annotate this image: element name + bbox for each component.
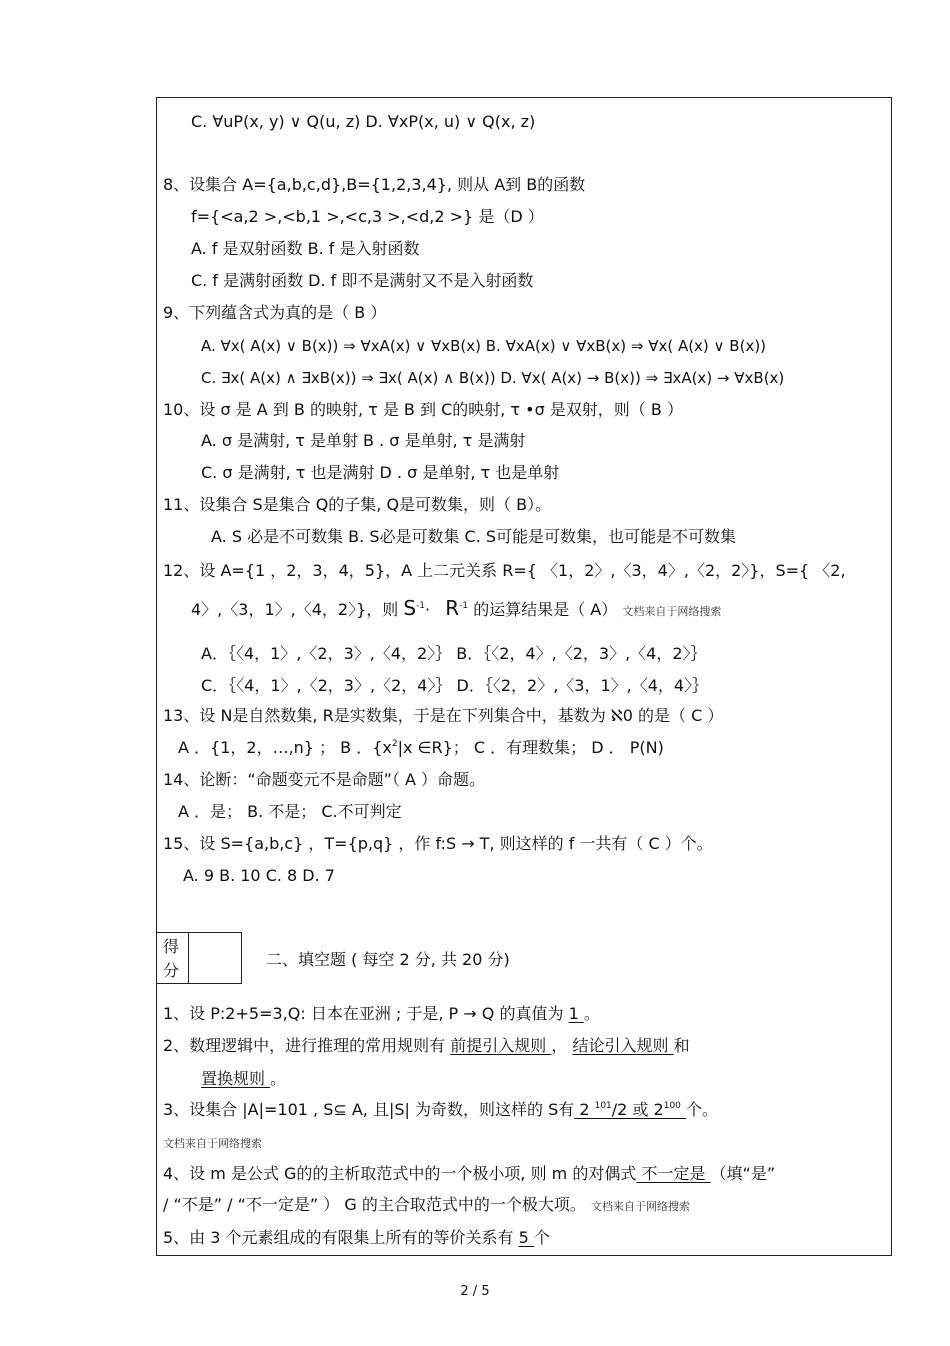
q12-s-symbol: S [403,596,417,620]
q8-stem: 8、设集合 A={a,b,c,d},B={1,2,3,4}, 则从 A到 B的函数 [163,175,586,194]
q15-stem: 15、设 S={a,b,c} ，T={p,q} ，作 f:S → T, 则这样的 f 一共有（ C ）个。 [163,834,713,853]
q8-options-ab: A. f 是双射函数 B. f 是入射函数 [191,239,420,258]
score-label-2: 分 [163,961,180,980]
page-number: 2 / 5 [460,1284,490,1299]
fill-3-answer: 2 $^{101}$/2 或 $2^{100}$ [574,1100,681,1119]
q11-stem: 11、设集合 S是集合 Q的子集, Q是可数集，则（ B）。 [163,495,552,514]
q10-options-cd: C. σ 是满射, τ 也是满射 D . σ 是单射, τ 也是单射 [201,463,560,482]
q10-stem: 10、设 σ 是 A 到 B 的映射, τ 是 B 到 C的映射, τ •σ 是双射，则（ B ） [163,400,683,419]
fill-2-cont: 置换规则 。 [201,1069,287,1088]
fill-2-answer-1: 前提引入规则 [450,1036,552,1055]
score-label-1: 得 [163,937,180,956]
q12-s-inverse: -1 [416,601,426,611]
fill-1: 1、设 P:2+5=3,Q: 日本在亚洲 ; 于是, P → Q 的真值为 1 。 [163,1004,600,1023]
q15-options: A. 9 B. 10 C. 8 D. 7 [183,866,335,885]
fill-2-answer-2: 结论引入规则 [572,1036,674,1055]
q7-options-cd: C. ∀uP(x, y) ∨ Q(u, z) D. ∀xP(x, u) ∨ Q(x, z) [191,112,536,131]
q12-r-inverse: -1 [459,601,469,611]
q9-options-cd: C. ∃x( A(x) ∧ ∃xB(x)) ⇒ ∃x( A(x) ∧ B(x)) D. ∀x( A(x) → B(x)) ⇒ ∃xA(x) → ∀xB(x) [201,369,785,387]
q8-function: f={<a,2 >,<b,1 >,<c,3 >,<d,2 >} 是（D ） [191,207,544,226]
q12-options-ab: A．｛〈4，1〉,〈2，3〉,〈4，2〉｝ B．｛〈2，4〉,〈2，3〉,〈4，2〉｝ [201,644,707,663]
q14-options: A ．是； B. 不是； C.不可判定 [178,802,402,821]
source-note: 文档来自于网络搜索 [590,1200,690,1213]
q13-options: A ．{1，2，…,n} ； B ．{$x^2|x$ ∈R}； C ．有理数集； D ． P(N) [178,738,664,757]
section-2-heading: 二、填空题 ( 每空 2 分, 共 20 分) [266,950,510,969]
fill-4-answer: 不一定是 [636,1164,711,1183]
fill-5-answer: 5 [518,1228,534,1247]
q12-question: 的运算结果是（ A） [473,600,618,619]
q10-options-ab: A. σ 是满射, τ 是单射 B . σ 是单射, τ 是满射 [201,431,526,450]
q12-relation-text: 4〉,〈3，1〉,〈4，2〉}，则 [191,600,399,619]
fill-1-answer: 1 [568,1004,584,1023]
q12-compose-dot: · [425,600,431,619]
q8-options-cd: C. f 是满射函数 D. f 即不是满射又不是入射函数 [191,271,534,290]
q9-options-ab: A. ∀x( A(x) ∨ B(x)) ⇒ ∀xA(x) ∨ ∀xB(x) B. ∀xA(x) ∨ ∀xB(x) ⇒ ∀x( A(x) ∨ B(x)) [201,337,767,355]
fill-2-answer-3: 置换规则 [201,1069,271,1088]
q11-options: A. S 必是不可数集 B. S必是可数集 C. S可能是可数集，也可能是不可数集 [211,527,737,546]
q12-stem: 12、设 A={1 ，2，3，4，5}，A 上二元关系 R={ 〈1，2〉,〈3，4〉,〈2，2〉}，S={ 〈2, [163,561,846,580]
fill-2: 2、数理逻辑中，进行推理的常用规则有 前提引入规则 ， 结论引入规则 和 [163,1036,690,1055]
fill-5: 5、由 3 个元素组成的有限集上所有的等价关系有 5 个 [163,1228,550,1247]
source-note: 文档来自于网络搜索 [622,605,722,618]
fill-4: 4、设 m 是公式 G的的主析取范式中的一个极小项, 则 m 的对偶式 不一定是 （填“是” [163,1164,776,1183]
q12-stem-cont [191,597,721,623]
q14-stem: 14、论断：“命题变元不是命题”（ A ）命题。 [163,770,486,789]
q13-stem: 13、设 N是自然数集, R是实数集，于是在下列集合中，基数为 ℵ0 的是（ C ） [163,706,724,725]
score-box-divider [188,932,189,984]
source-note: 文档来自于网络搜索 [163,1137,262,1150]
fill-3: 3、设集合 |A|=101 , S⊆ A, 且|S| 为奇数，则这样的 S有 2 $^{101}$/2 或 $2^{100}$ 个。 [163,1100,719,1119]
q12-options-cd: C．｛〈4，1〉,〈2，3〉,〈2，4〉｝ D．｛〈2，2〉,〈3，1〉,〈4，4〉｝ [201,676,709,695]
q9-stem: 9、下列蕴含式为真的是（ B ） [163,303,387,322]
fill-4-cont: / “不是” / “不一定是” ） G 的主合取范式中的一个极大项。 文档来自于网络搜索 [163,1195,690,1214]
q12-r-symbol: R [445,596,460,620]
